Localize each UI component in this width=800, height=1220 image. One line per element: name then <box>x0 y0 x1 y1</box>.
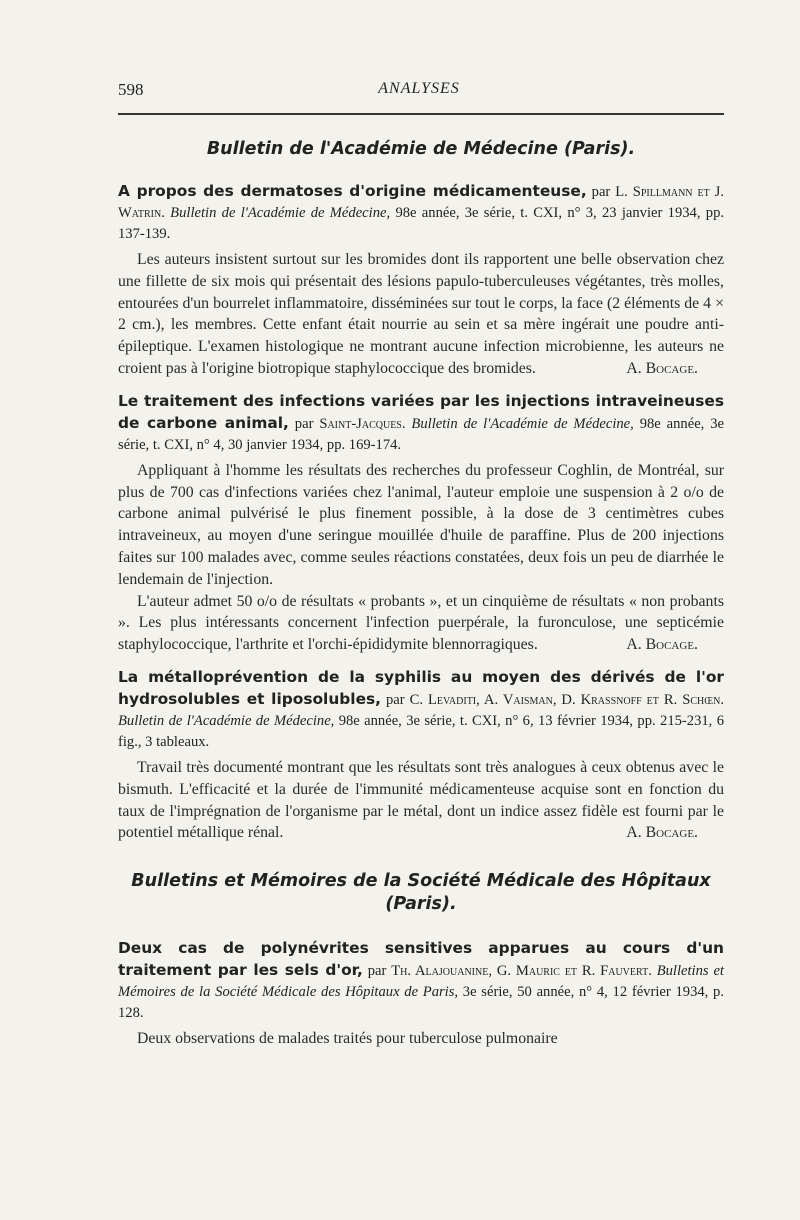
article-journal: Bulletins et Mémoires de la Société Médicale des Hôpitaux de Paris, <box>118 963 724 1001</box>
article-by: par <box>367 963 387 980</box>
article-title: Deux cas de polynévrites sensitives apparues au cours d'un traitement par les sels d'or, <box>118 939 724 980</box>
article-details: 3e série, 50 année, n° 4, 12 février 1934, p. 128. <box>118 984 724 1022</box>
article-reference <box>118 667 724 753</box>
article <box>118 667 724 844</box>
article-signature: A. Bocage. <box>626 824 698 842</box>
header-rule <box>118 113 724 115</box>
article-by: par <box>591 184 611 200</box>
article-journal: Bulletin de l'Académie de Médecine, <box>118 712 335 729</box>
article-details: 98e année, 3e série, t. CXI, n° 6, 13 février 1934, pp. 215-231, 6 fig., 3 tableaux. <box>118 712 724 750</box>
article-paragraph: Travail très documenté montrant que les résultats sont très analogues à ceux obtenus avec le bismuth. L'efficacité et la durée de l'immunité médicamenteuse acquise sont en fonction du taux de l'imprégnation de l'organisme par le métal, dont un indice assez fidèle est fourni par le potentiel métallique rénal. A. Bocage. <box>118 757 724 844</box>
article-paragraph: Les auteurs insistent surtout sur les bromides dont ils rapportent une belle observation chez une fillette de six mois qui présentait des lésions papulo-tuberculeuses végétantes, très molles, entourées d'un bourrelet inflammatoire, disséminées sur tout le corps, la face (2 éléments de 4 × 2 cm.), les membres. Cette enfant était nourrie au sein et sa mère ingérait une poudre anti-épileptique. L'examen histologique ne montrant aucune infection microbienne, les auteurs ne croient pas à l'origine biotropique staphylococcique des bromides. A. Bocage. <box>118 249 724 380</box>
page-number: 598 <box>118 80 144 99</box>
article-authors: Th. Alajouanine, G. Mauric et R. Fauvert. <box>391 963 652 980</box>
article-paragraph: L'auteur admet 50 o/o de résultats « probants », et un cinquième de résultats « non probants ». Les plus intéressants concernent l'infection puerpérale, la furonculose, une septicémie staphylococcique, l'arthrite et l'orchi-épididymite blennorragiques. A. Bocage. <box>118 591 724 656</box>
article-title: La métalloprévention de la syphilis au moyen des dérivés de l'or hydrosolubles et liposolubles, <box>118 667 724 708</box>
article-journal: Bulletin de l'Académie de Médecine, <box>170 205 391 221</box>
article-reference <box>118 391 724 456</box>
main-content <box>118 138 724 1050</box>
article-paragraph: Deux observations de malades traités pour tuberculose pulmonaire <box>137 1030 558 1048</box>
article-signature: A. Bocage. <box>626 636 698 654</box>
section-title: Bulletins et Mémoires de la Société Médicale des Hôpitaux (Paris). <box>131 871 711 915</box>
article-authors: C. Levaditi, A. Vaisman, D. Krassnoff et R. Schœn. <box>409 691 724 708</box>
article-details: 98e année, 3e série, t. CXI, n° 4, 30 janvier 1934, pp. 169-174. <box>118 415 724 453</box>
article <box>118 181 724 380</box>
article-reference <box>118 938 724 1024</box>
article-reference <box>118 181 724 245</box>
running-title: ANALYSES <box>378 80 460 97</box>
article-authors: L. Spillmann et J. Watrin. <box>118 184 724 221</box>
page-header <box>118 80 720 104</box>
article-signature: A. Bocage. <box>626 359 698 377</box>
article-journal: Bulletin de l'Académie de Médecine, <box>411 415 634 432</box>
article-by: par <box>386 691 405 708</box>
article-authors: Saint-Jacques. <box>319 415 406 432</box>
article-title: Le traitement des infections variées par les injections intraveineuses de carbone animal, <box>118 391 724 432</box>
article-title: A propos des dermatoses d'origine médicamenteuse, <box>118 182 587 200</box>
article <box>118 391 724 656</box>
article-by: par <box>294 415 314 432</box>
section-title: Bulletin de l'Académie de Médecine (Paris). <box>206 139 636 159</box>
article-paragraph: Appliquant à l'homme les résultats des recherches du professeur Coghlin, de Montréal, sur plus de 700 cas d'infections variées chez l'animal, l'auteur emploie une suspension à 2 o/o de carbone animal pulvérisé le plus finement possible, à la dose de 3 centimètres cubes intraveineux, au moyen d'une seringue mouillée d'huile de paraffine. Plus de 200 injections faites sur 100 malades avec, comme seules réactions constatées, deux fois un peu de diarrhée le lendemain de l'injection. <box>118 461 724 588</box>
article <box>118 938 724 1050</box>
article-details: 98e année, 3e série, t. CXI, n° 3, 23 janvier 1934, pp. 137-139. <box>118 205 725 242</box>
